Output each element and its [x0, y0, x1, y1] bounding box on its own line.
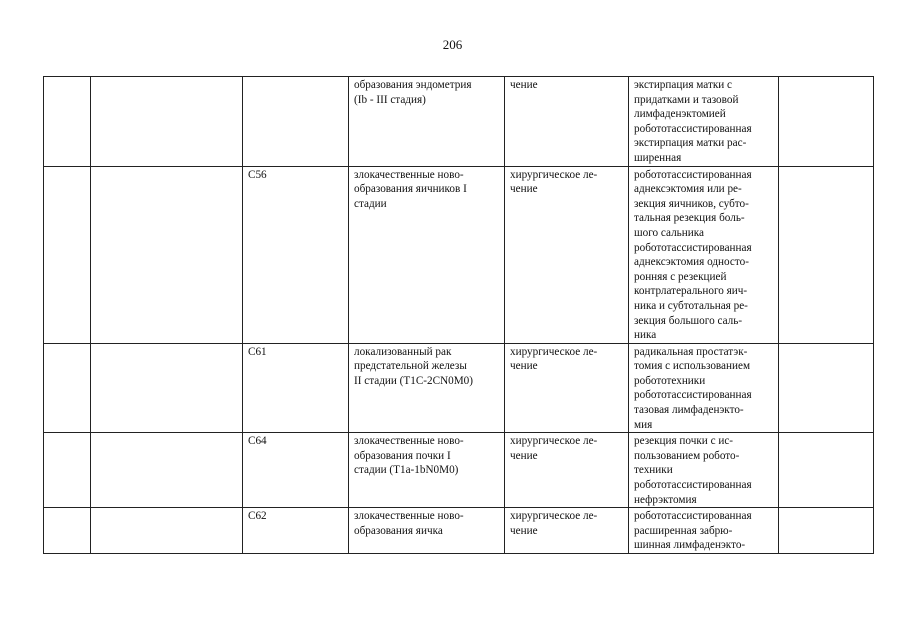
treatment-cell: хирургическое ле- чение [505, 508, 629, 554]
icd-code-cell: C62 [243, 508, 349, 554]
page-number: 206 [442, 37, 463, 52]
empty-cell [91, 166, 243, 343]
empty-cell [91, 433, 243, 508]
table-row [44, 343, 874, 433]
empty-cell [44, 433, 91, 508]
empty-cell [779, 343, 874, 433]
diagnosis-cell: злокачественные ново- образования почки I стадии (T1a-1bN0M0) [349, 433, 505, 508]
treatment-table [43, 76, 874, 554]
treatment-cell: хирургическое ле- чение [505, 343, 629, 433]
empty-cell [779, 508, 874, 554]
icd-code-cell: C64 [243, 433, 349, 508]
empty-cell [91, 343, 243, 433]
empty-cell [779, 433, 874, 508]
diagnosis-cell: образования эндометрия (Ib - III стадия) [349, 77, 505, 167]
method-cell: радикальная простатэк- томия с использованием робототехники робототассистированная тазовая лимфаденэкто- мия [629, 343, 779, 433]
method-cell: робототассистированная аднексэктомия или ре- зекция яичников, субто- тальная резекция боль- шого сальника робототассистированная аднексэктомия односто- ронняя с резекцией контрлатерального яич- ника и субтотальная ре- зекция большого саль- ника [629, 166, 779, 343]
empty-cell [44, 343, 91, 433]
table-row [44, 77, 874, 167]
table-row [44, 508, 874, 554]
empty-cell [779, 77, 874, 167]
treatment-cell: хирургическое ле- чение [505, 166, 629, 343]
icd-code-cell: C56 [243, 166, 349, 343]
empty-cell [91, 77, 243, 167]
method-cell: резекция почки с ис- пользованием робото- техники робототассистированная нефрэктомия [629, 433, 779, 508]
diagnosis-cell: злокачественные ново- образования яичка [349, 508, 505, 554]
diagnosis-cell: локализованный рак предстательной железы II стадии (T1C-2CN0M0) [349, 343, 505, 433]
treatment-cell: хирургическое ле- чение [505, 433, 629, 508]
table-row [44, 166, 874, 343]
empty-cell [44, 508, 91, 554]
method-cell: робототассистированная расширенная забрю- шинная лимфаденэкто- [629, 508, 779, 554]
empty-cell [91, 508, 243, 554]
empty-cell [779, 166, 874, 343]
treatment-cell: чение [505, 77, 629, 167]
diagnosis-cell: злокачественные ново- образования яичников I стадии [349, 166, 505, 343]
method-cell: экстирпация матки с придатками и тазовой лимфаденэктомией робототассистированная экстирпация матки рас- ширенная [629, 77, 779, 167]
empty-cell [243, 77, 349, 167]
empty-cell [44, 77, 91, 167]
icd-code-cell: C61 [243, 343, 349, 433]
table-row [44, 433, 874, 508]
empty-cell [44, 166, 91, 343]
